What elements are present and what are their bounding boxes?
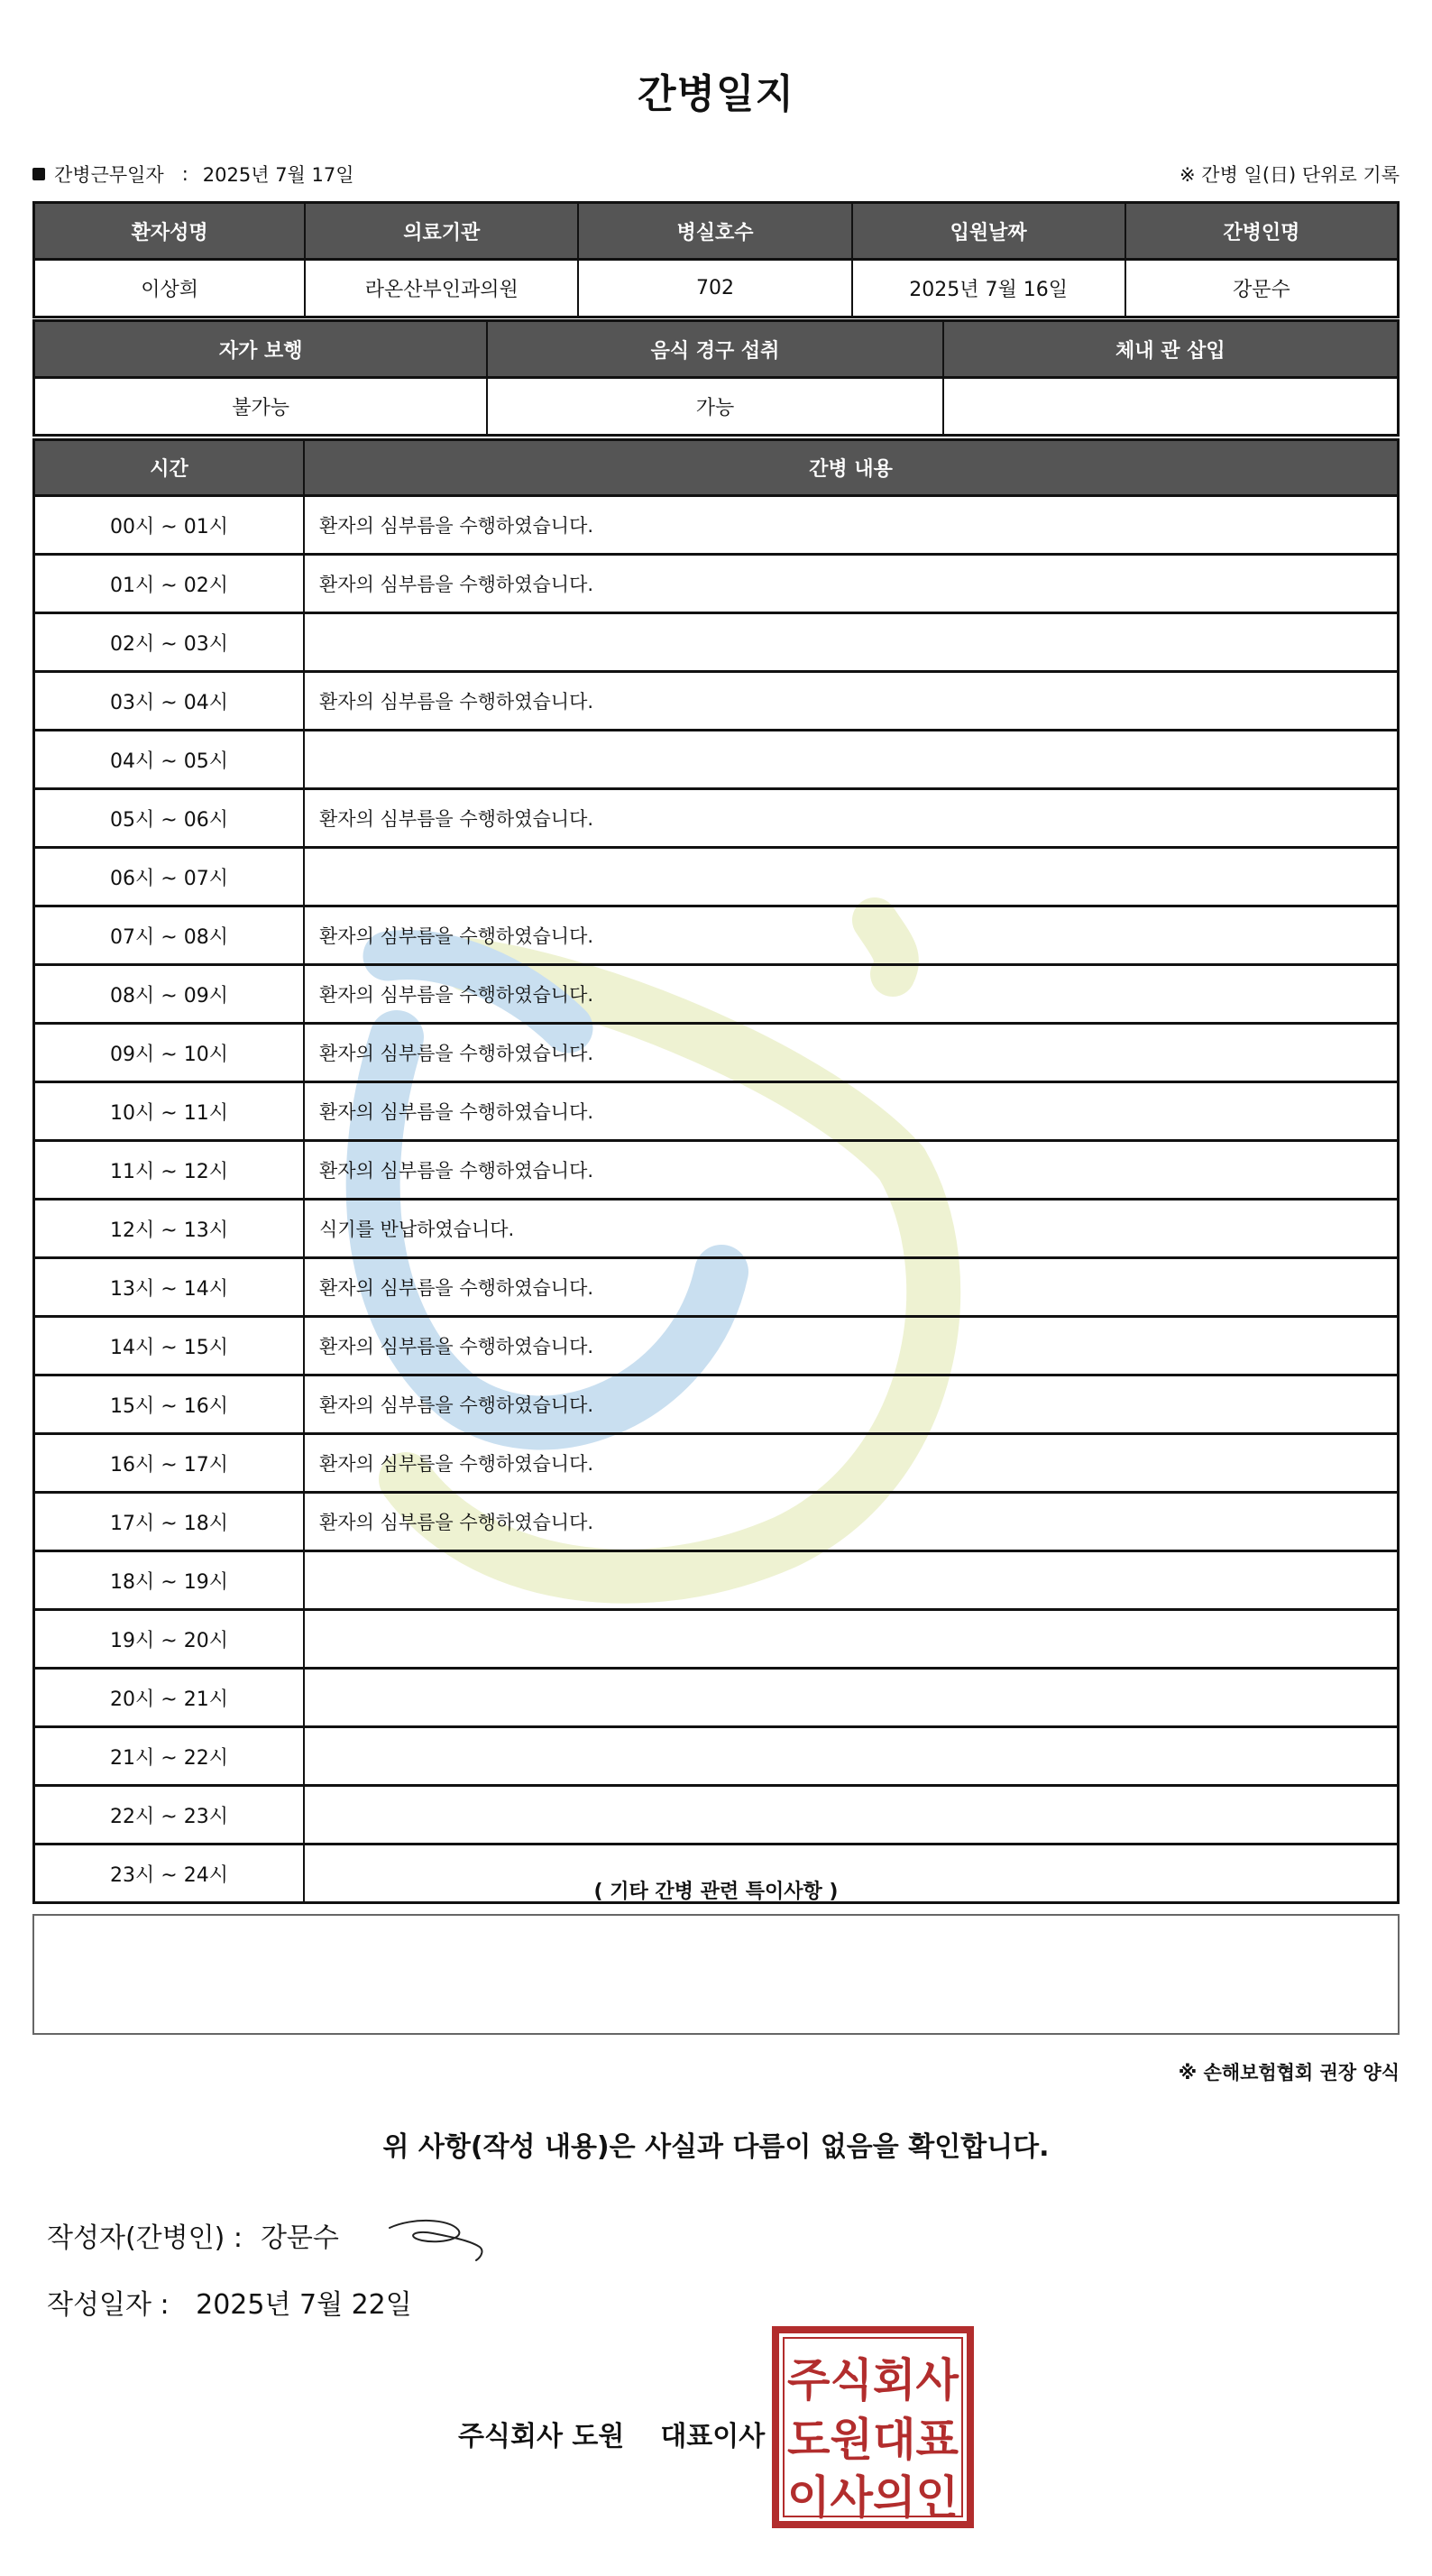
care-log-content [305,1552,1400,1611]
care-log-time: 13시 ~ 14시 [32,1259,305,1318]
care-log-time: 18시 ~ 19시 [32,1552,305,1611]
care-log-row [32,849,1400,907]
care-log-table [32,438,1400,1904]
care-log-time: 07시 ~ 08시 [32,907,305,966]
care-log-row [32,1201,1400,1259]
care-log-content [305,1787,1400,1845]
written-date-line [47,2282,412,2322]
care-log-time: 03시 ~ 04시 [32,673,305,731]
care-log-content: 환자의 심부름을 수행하였습니다. [305,1435,1400,1494]
remarks-title: ( 기타 간병 관련 특이사항 ) [593,1881,839,1903]
care-log-row [32,614,1400,673]
stamp-text-line: 주식회사 [787,2354,959,2406]
care-log-row [32,1318,1400,1376]
oral-intake-value: 가능 [488,379,943,437]
work-date-line [32,161,354,188]
care-log-content: 환자의 심부름을 수행하였습니다. [305,1025,1400,1083]
written-date-label: 작성일자 : [47,2289,170,2321]
tube-insertion-value [944,379,1400,437]
care-log-content: 식기를 반납하였습니다. [305,1201,1400,1259]
care-log-row [32,1259,1400,1318]
care-log-row [32,1670,1400,1728]
care-log-time: 22시 ~ 23시 [32,1787,305,1845]
care-log-row [32,1611,1400,1670]
work-date-separator: : [181,163,188,185]
care-log-content [305,1728,1400,1787]
care-log-row [32,556,1400,614]
care-log-time: 01시 ~ 02시 [32,556,305,614]
header-hospital: 의료기관 [306,201,579,261]
header-admission-date: 입원날짜 [853,201,1126,261]
work-date-label: 간병근무일자 [54,164,164,186]
company-seal-stamp [771,2325,975,2529]
care-log-row [32,907,1400,966]
care-log-content: 환자의 심부름을 수행하였습니다. [305,1259,1400,1318]
care-log-row [32,1552,1400,1611]
care-log-time: 16시 ~ 17시 [32,1435,305,1494]
care-log-content [305,1670,1400,1728]
care-log-row [32,1435,1400,1494]
header-care-content: 간병 내용 [305,438,1400,497]
care-log-row [32,1494,1400,1552]
patient-info-table [32,201,1400,318]
self-walking-value: 불가능 [32,379,488,437]
care-log-row [32,790,1400,849]
header-time: 시간 [32,438,305,497]
care-log-row [32,1083,1400,1142]
written-date-value: 2025년 7월 22일 [196,2289,412,2321]
care-log-time: 08시 ~ 09시 [32,966,305,1025]
care-log-row [32,1025,1400,1083]
care-log-row [32,1787,1400,1845]
care-log-content: 환자의 심부름을 수행하였습니다. [305,907,1400,966]
care-log-content: 환자의 심부름을 수행하였습니다. [305,1494,1400,1552]
care-log-time: 14시 ~ 15시 [32,1318,305,1376]
patient-name: 이상희 [32,261,306,318]
care-log-body [32,497,1400,1904]
care-log-time: 00시 ~ 01시 [32,497,305,556]
care-log-row [32,731,1400,790]
writer-name: 강문수 [260,2222,339,2254]
stamp-text-line: 이사의인 [787,2471,959,2524]
header-room: 병실호수 [579,201,852,261]
company-name: 주식회사 도원 [458,2421,625,2452]
care-log-content: 환자의 심부름을 수행하였습니다. [305,790,1400,849]
care-log-content: 환자의 심부름을 수행하였습니다. [305,1376,1400,1435]
care-log-content [305,614,1400,673]
header-self-walking: 자가 보행 [32,319,488,379]
confirmation-statement: 위 사항(작성 내용)은 사실과 다름이 없음을 확인합니다. [382,2131,1050,2163]
care-log-row [32,966,1400,1025]
representative-title: 대표이사 [660,2421,766,2452]
care-log-time: 15시 ~ 16시 [32,1376,305,1435]
care-log-row [32,1376,1400,1435]
header-patient-name: 환자성명 [32,201,306,261]
handwritten-signature [386,2210,494,2264]
stamp-text-line: 도원대표 [787,2414,959,2466]
writer-line [47,2215,339,2255]
care-log-time: 02시 ~ 03시 [32,614,305,673]
unit-note: ※ 간병 일(日) 단위로 기록 [1180,164,1400,186]
care-log-time: 11시 ~ 12시 [32,1142,305,1201]
care-log-time: 17시 ~ 18시 [32,1494,305,1552]
care-log-time: 06시 ~ 07시 [32,849,305,907]
caregiver-name: 강문수 [1126,261,1400,318]
bullet-icon [32,168,45,180]
care-log-time: 23시 ~ 24시 [32,1845,305,1904]
care-log-content: 환자의 심부름을 수행하였습니다. [305,1142,1400,1201]
care-log-time: 19시 ~ 20시 [32,1611,305,1670]
header-tube-insertion: 체내 관 삽입 [944,319,1400,379]
care-log-row [32,673,1400,731]
company-signature-line [458,2414,765,2453]
writer-label: 작성자(간병인) : [47,2222,243,2254]
care-log-content: 환자의 심부름을 수행하였습니다. [305,497,1400,556]
form-footnote: ※ 손해보험협회 권장 양식 [1178,2062,1400,2084]
care-log-content: 환자의 심부름을 수행하였습니다. [305,1083,1400,1142]
care-log-row [32,497,1400,556]
care-log-content [305,849,1400,907]
care-log-content [305,1611,1400,1670]
care-log-time: 12시 ~ 13시 [32,1201,305,1259]
hospital-name: 라온산부인과의원 [306,261,579,318]
document-title: 간병일지 [637,71,794,117]
care-log-content: 환자의 심부름을 수행하였습니다. [305,1318,1400,1376]
care-log-content: 환자의 심부름을 수행하였습니다. [305,556,1400,614]
care-log-row [32,1728,1400,1787]
care-log-time: 09시 ~ 10시 [32,1025,305,1083]
patient-status-table [32,319,1400,437]
admission-date: 2025년 7월 16일 [853,261,1126,318]
room-number: 702 [579,261,852,318]
care-log-content [305,731,1400,790]
care-log-time: 10시 ~ 11시 [32,1083,305,1142]
care-log-content: 환자의 심부름을 수행하였습니다. [305,966,1400,1025]
work-date-value: 2025년 7월 17일 [202,164,354,186]
care-log-content: 환자의 심부름을 수행하였습니다. [305,673,1400,731]
care-log-row [32,1142,1400,1201]
care-log-time: 21시 ~ 22시 [32,1728,305,1787]
care-log-time: 04시 ~ 05시 [32,731,305,790]
header-caregiver-name: 간병인명 [1126,201,1400,261]
care-log-time: 05시 ~ 06시 [32,790,305,849]
remarks-box [32,1914,1400,2035]
care-log-time: 20시 ~ 21시 [32,1670,305,1728]
header-oral-intake: 음식 경구 섭취 [488,319,943,379]
